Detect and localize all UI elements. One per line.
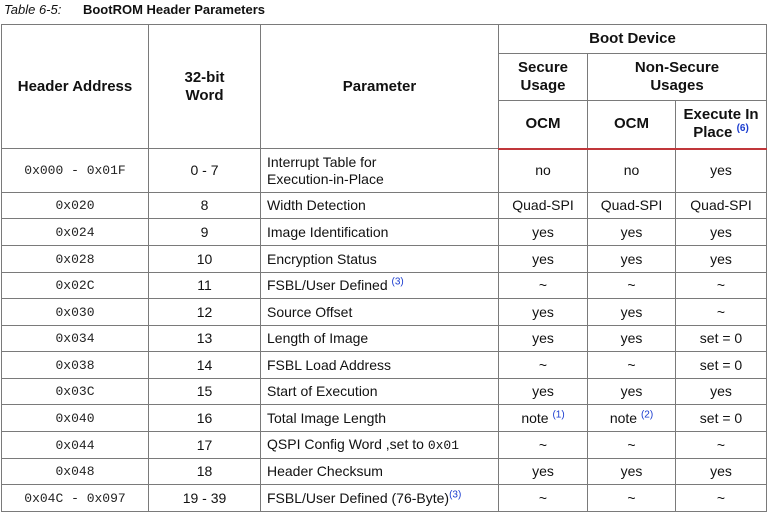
word-cell: 14 [149, 352, 261, 379]
table-row [2, 379, 767, 405]
parameter-cell [261, 432, 499, 459]
word-cell: 16 [149, 405, 261, 432]
secure-cell: yes [499, 326, 588, 352]
xip-cell: yes [676, 379, 767, 405]
table-title: BootROM Header Parameters [82, 2, 266, 17]
col-header-xip [676, 101, 767, 149]
parameter-code: 0x01 [427, 438, 460, 453]
parameter-line2: Execution-in-Place [267, 170, 384, 187]
xip-cell: Quad-SPI [676, 193, 767, 219]
parameter-cell: Image Identification [261, 219, 499, 246]
address-cell: 0x04C - 0x097 [2, 485, 149, 512]
word-cell: 12 [149, 299, 261, 326]
nonsecure-cell: yes [588, 246, 676, 273]
address-cell: 0x03C [2, 379, 149, 405]
col-header-parameter: Parameter [261, 25, 499, 149]
xip-cell: yes [676, 459, 767, 485]
nonsecure-cell: yes [588, 219, 676, 246]
nonsecure-cell [588, 405, 676, 432]
nonsecure-text: note [609, 409, 638, 426]
parameter-cell [261, 485, 499, 512]
nonsecure-cell: yes [588, 379, 676, 405]
nonsecure-cell: yes [588, 326, 676, 352]
nonsecure-header-line1: Non-Secure [634, 59, 720, 76]
parameter-cell: Header Checksum [261, 459, 499, 485]
address-cell: 0x040 [2, 405, 149, 432]
address-cell: 0x024 [2, 219, 149, 246]
address-cell: 0x034 [2, 326, 149, 352]
address-cell: 0x028 [2, 246, 149, 273]
xip-header-line1: Execute In [683, 106, 759, 124]
parameter-text: QSPI Config Word ,set to [267, 436, 428, 452]
secure-cell: Quad-SPI [499, 193, 588, 219]
footnote-ref: (3) [391, 276, 404, 288]
secure-cell: ~ [499, 485, 588, 512]
secure-cell: no [499, 149, 588, 193]
col-header-ocm-nonsecure: OCM [588, 101, 676, 149]
xip-cell: yes [676, 246, 767, 273]
word-cell: 11 [149, 273, 261, 299]
secure-cell [499, 405, 588, 432]
col-header-boot-device: Boot Device [499, 25, 767, 54]
address-cell: 0x02C [2, 273, 149, 299]
secure-cell: ~ [499, 432, 588, 459]
secure-cell: yes [499, 246, 588, 273]
xip-cell: yes [676, 219, 767, 246]
secure-cell: ~ [499, 273, 588, 299]
col-header-secure [499, 54, 588, 101]
secure-cell: yes [499, 459, 588, 485]
word-cell: 13 [149, 326, 261, 352]
xip-cell: set = 0 [676, 352, 767, 379]
address-cell: 0x000 - 0x01F [2, 149, 149, 193]
nonsecure-cell: no [588, 149, 676, 193]
xip-cell: yes [676, 149, 767, 193]
address-cell: 0x020 [2, 193, 149, 219]
footnote-ref: (3) [449, 488, 462, 500]
footnote-ref: (2) [640, 408, 654, 420]
word-cell: 18 [149, 459, 261, 485]
word-header-line1: 32-bit [184, 68, 225, 86]
nonsecure-cell: yes [588, 299, 676, 326]
secure-cell: yes [499, 299, 588, 326]
secure-header-line1: Secure [517, 59, 569, 76]
word-cell: 10 [149, 246, 261, 273]
address-cell: 0x038 [2, 352, 149, 379]
word-cell: 9 [149, 219, 261, 246]
nonsecure-cell: yes [588, 459, 676, 485]
table-row [2, 352, 767, 379]
parameter-text: FSBL/User Defined [267, 277, 388, 293]
parameter-cell [261, 273, 499, 299]
table-number: Table 6-5: [4, 2, 62, 17]
table-row [2, 246, 767, 273]
table-row [2, 432, 767, 459]
address-cell: 0x030 [2, 299, 149, 326]
word-header-line2: Word [185, 86, 224, 104]
xip-cell: ~ [676, 273, 767, 299]
parameter-cell: Total Image Length [261, 405, 499, 432]
nonsecure-cell: ~ [588, 485, 676, 512]
address-cell: 0x048 [2, 459, 149, 485]
footnote-ref: (1) [552, 408, 565, 420]
secure-header-line2: Usage [520, 77, 566, 94]
parameter-cell: Length of Image [261, 326, 499, 352]
secure-text: note [521, 409, 549, 426]
table-row [2, 299, 767, 326]
xip-cell: ~ [676, 299, 767, 326]
parameter-cell: Start of Execution [261, 379, 499, 405]
table-row [2, 326, 767, 352]
xip-footnote-ref: (6) [736, 123, 749, 135]
word-cell: 8 [149, 193, 261, 219]
col-header-word [149, 25, 261, 149]
parameter-line1: Interrupt Table for [267, 153, 377, 170]
word-cell: 0 - 7 [149, 149, 261, 193]
col-header-ocm-secure: OCM [499, 101, 588, 149]
xip-cell: set = 0 [676, 326, 767, 352]
address-cell: 0x044 [2, 432, 149, 459]
nonsecure-cell: ~ [588, 432, 676, 459]
word-cell: 19 - 39 [149, 485, 261, 512]
table-row [2, 219, 767, 246]
parameter-cell: Width Detection [261, 193, 499, 219]
col-header-address: Header Address [2, 25, 149, 149]
parameter-cell: FSBL Load Address [261, 352, 499, 379]
secure-cell: ~ [499, 352, 588, 379]
secure-cell: yes [499, 379, 588, 405]
parameter-cell: Source Offset [261, 299, 499, 326]
xip-header-line2: Place [693, 124, 733, 142]
table-row [2, 485, 767, 512]
parameter-cell [261, 149, 499, 193]
nonsecure-cell: ~ [588, 273, 676, 299]
col-header-nonsecure [588, 54, 767, 101]
table-row [2, 273, 767, 299]
parameter-text: FSBL/User Defined (76-Byte) [267, 489, 450, 506]
secure-cell: yes [499, 219, 588, 246]
nonsecure-header-line2: Usages [650, 77, 704, 94]
xip-cell: ~ [676, 485, 767, 512]
parameter-cell: Encryption Status [261, 246, 499, 273]
word-cell: 17 [149, 432, 261, 459]
table-row [2, 193, 767, 219]
table-caption [4, 2, 265, 18]
table-row [2, 405, 767, 432]
xip-cell: ~ [676, 432, 767, 459]
nonsecure-cell: Quad-SPI [588, 193, 676, 219]
nonsecure-cell: ~ [588, 352, 676, 379]
xip-cell: set = 0 [676, 405, 767, 432]
word-cell: 15 [149, 379, 261, 405]
table-row [2, 149, 767, 193]
bootrom-header-table [1, 24, 767, 512]
table-row [2, 459, 767, 485]
